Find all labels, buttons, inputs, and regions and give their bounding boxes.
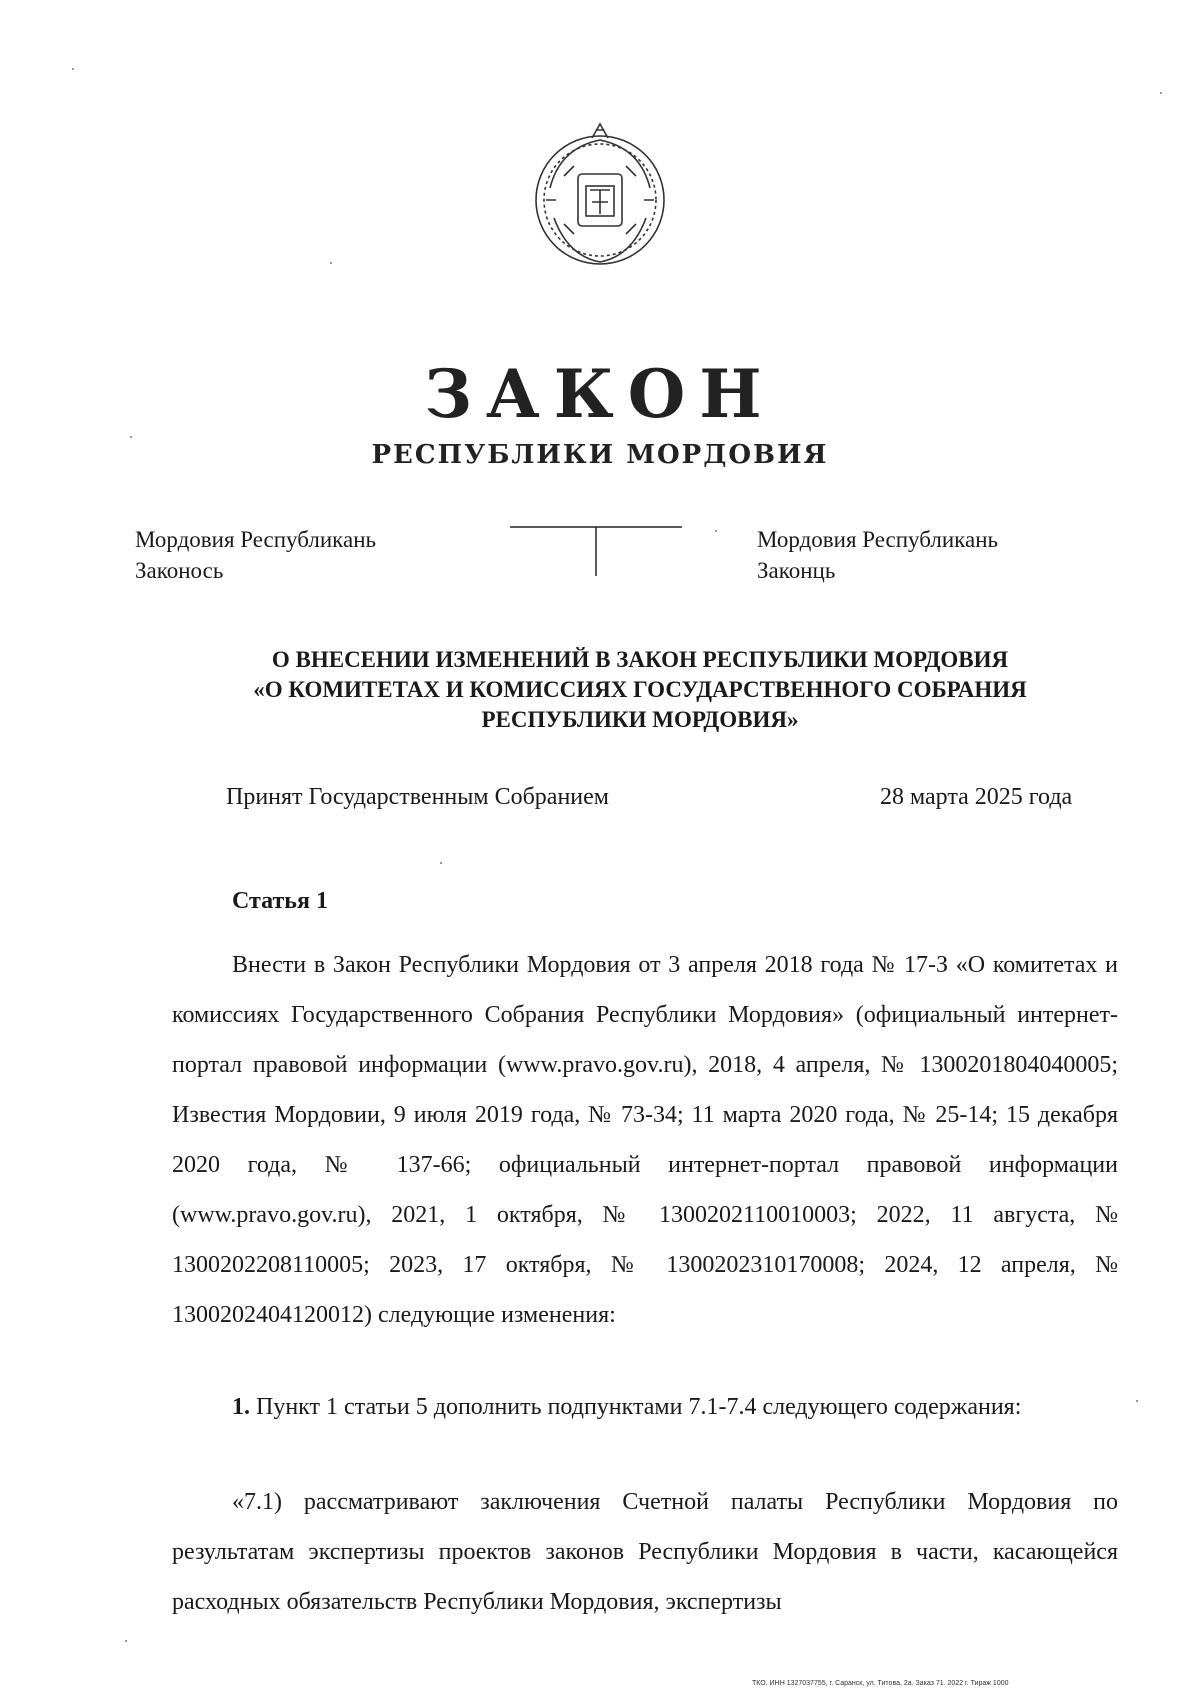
quoted-amendment-paragraph: «7.1) рассматривают заключения Счетной палаты Республики Мордовия по результатам экспертизы проектов законов Республики Мордовия в части, касающейся расходных обязательств Республики Мордовия, экспертизы bbox=[172, 1489, 1118, 1615]
registration-right bbox=[757, 524, 998, 586]
amendment-item-1 bbox=[172, 1382, 1118, 1432]
law-heading-line2: «О КОМИТЕТАХ И КОМИССИЯХ ГОСУДАРСТВЕННОГО СОБРАНИЯ bbox=[253, 677, 1027, 702]
law-heading-line3: РЕСПУБЛИКИ МОРДОВИЯ» bbox=[481, 707, 799, 732]
adoption-label: Принят Государственным Собранием bbox=[226, 784, 609, 810]
registration-right-line2: Законць bbox=[757, 558, 836, 583]
registration-left-line2: Законось bbox=[135, 558, 224, 583]
registration-right-line1: Мордовия Республикань bbox=[757, 527, 999, 552]
mordovia-coat-of-arms-icon bbox=[520, 118, 680, 278]
registration-left-line1: Мордовия Республикань bbox=[135, 527, 377, 552]
scan-speck bbox=[72, 68, 74, 70]
scan-speck bbox=[130, 436, 132, 438]
print-info: ТКО. ИНН 1327037755, г. Саранск, ул. Титова, 2а. Заказ 71. 2022 г. Тираж 1000 bbox=[752, 1680, 1009, 1687]
registration-left bbox=[135, 524, 376, 586]
scan-speck bbox=[715, 530, 717, 532]
scan-speck bbox=[330, 262, 332, 264]
adoption-date: 28 марта 2025 года bbox=[880, 784, 1073, 810]
scan-speck bbox=[125, 1640, 127, 1642]
document-subtitle: РЕСПУБЛИКИ МОРДОВИЯ bbox=[371, 440, 829, 470]
law-heading bbox=[160, 645, 1120, 735]
document-title: ЗАКОН bbox=[424, 355, 776, 433]
scan-speck bbox=[1136, 1400, 1138, 1402]
registration-number-field bbox=[510, 526, 682, 576]
article-intro-paragraph: Внести в Закон Республики Мордовия от 3 апреля 2018 года № 17-З «О комитетах и комиссиях Государственного Собрания Республики Мордовия» (официальный интернет-портал правовой информации (www.pravo.gov.ru), 2018, 4 апреля, № 1300201804040005; Известия Мордовии, 9 июля 2019 года, № 73-34; 11 марта 2020 года, № 25-14; 15 декабря 2020 года, № 137-66; официальный интернет-портал правовой информации (www.pravo.gov.ru), 2021, 1 октября, № 1300202110010003; 2022, 11 августа, № 1300202208110005; 2023, 17 октября, № 1300202310170008; 2024, 12 апреля, № 1300202404120012) следующие изменения: bbox=[172, 952, 1118, 1328]
amendment-item-text: Пункт 1 статьи 5 дополнить подпунктами 7.1-7.4 следующего содержания: bbox=[256, 1394, 1022, 1420]
article-title: Статья 1 bbox=[232, 888, 328, 914]
scan-speck bbox=[440, 862, 442, 864]
scan-speck bbox=[1160, 92, 1162, 94]
amendment-item-number: 1. bbox=[232, 1394, 250, 1420]
law-heading-line1: О ВНЕСЕНИИ ИЗМЕНЕНИЙ В ЗАКОН РЕСПУБЛИКИ МОРДОВИЯ bbox=[271, 647, 1009, 672]
